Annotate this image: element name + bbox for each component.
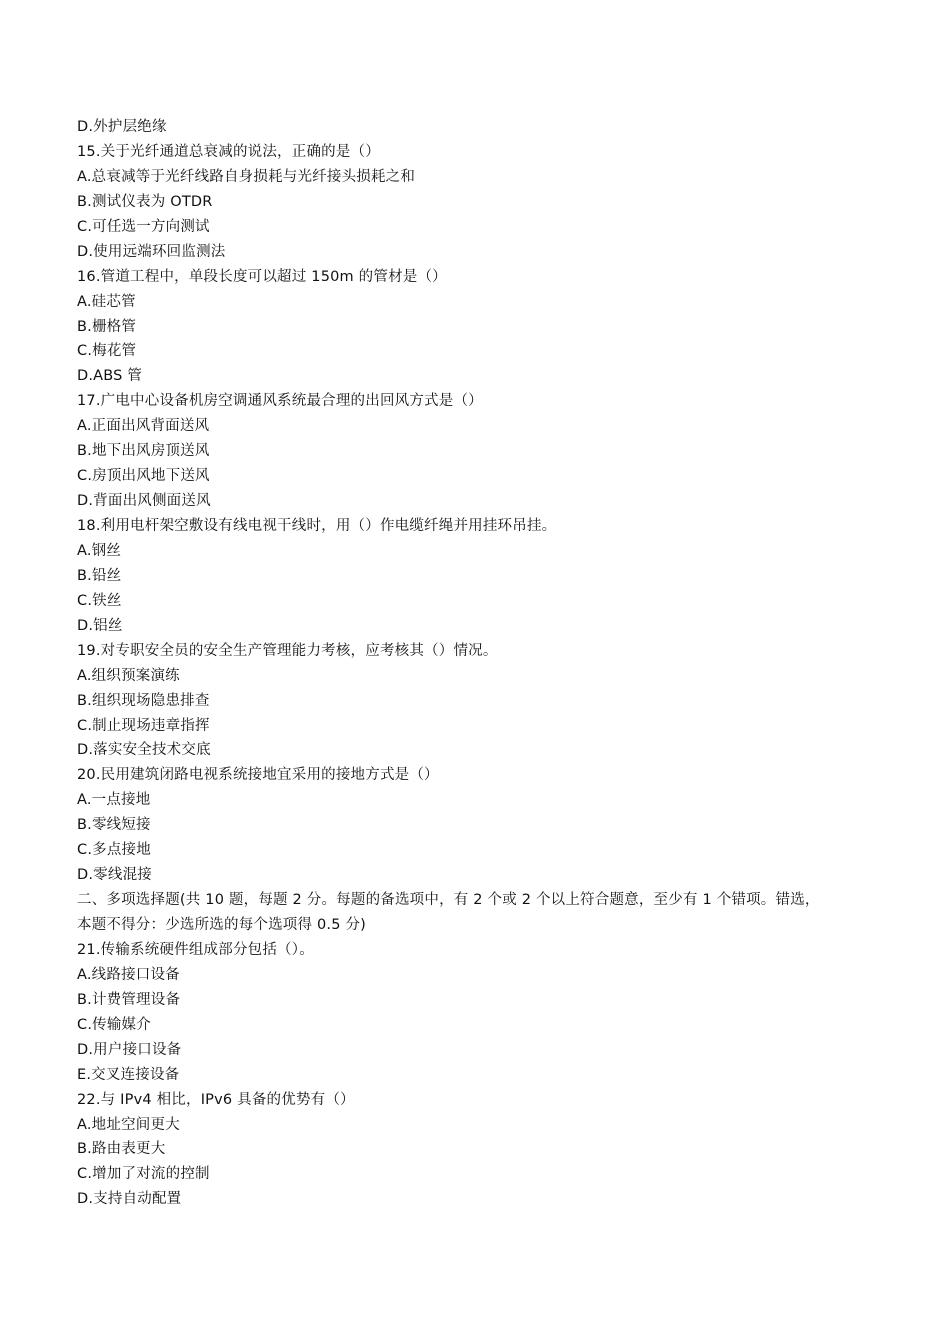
option-15-a: A.总衰减等于光纤线路自身损耗与光纤接头损耗之和 bbox=[77, 168, 416, 185]
option-16-a: A.硅芯管 bbox=[77, 293, 136, 310]
question-22: 22.与 IPv4 相比，IPv6 具备的优势有（） bbox=[77, 1091, 355, 1108]
option-19-d: D.落实安全技术交底 bbox=[77, 742, 211, 759]
option-22-d: D.支持自动配置 bbox=[77, 1191, 182, 1208]
option-21-e: E.交叉连接设备 bbox=[77, 1066, 180, 1083]
option-22-c: C.增加了对流的控制 bbox=[77, 1166, 210, 1183]
question-19: 19.对专职安全员的安全生产管理能力考核，应考核其（）情况。 bbox=[77, 642, 498, 659]
question-17: 17.广电中心设备机房空调通风系统最合理的出回风方式是（） bbox=[77, 393, 483, 410]
option-22-a: A.地址空间更大 bbox=[77, 1116, 180, 1133]
option-17-d: D.背面出风侧面送风 bbox=[77, 493, 211, 510]
option-21-b: B.计费管理设备 bbox=[77, 991, 181, 1008]
option-21-d: D.用户接口设备 bbox=[77, 1041, 182, 1058]
option-18-c: C.铁丝 bbox=[77, 592, 122, 609]
option-17-b: B.地下出风房顶送风 bbox=[77, 443, 210, 460]
option-20-a: A.一点接地 bbox=[77, 792, 151, 809]
question-18: 18.利用电杆架空敷设有线电视干线时，用（）作电缆纤绳并用挂环吊挂。 bbox=[77, 518, 557, 534]
question-15: 15.关于光纤通道总衰减的说法，正确的是（） bbox=[77, 143, 380, 160]
option-15-d: D.使用远端环回监测法 bbox=[77, 243, 226, 260]
option-18-d: D.铝丝 bbox=[77, 617, 123, 634]
section-heading-line-2: 本题不得分：少选所选的每个选项得 0.5 分) bbox=[77, 917, 367, 933]
option-16-d: D.ABS 管 bbox=[77, 368, 143, 385]
option-16-b: B.栅格管 bbox=[77, 318, 137, 335]
option-20-d: D.零线混接 bbox=[77, 867, 152, 884]
question-16: 16.管道工程中，单段长度可以超过 150m 的管材是（） bbox=[77, 268, 447, 285]
question-21: 21.传输系统硬件组成部分包括（）。 bbox=[77, 941, 314, 958]
option-21-c: C.传输媒介 bbox=[77, 1016, 151, 1033]
question-20: 20.民用建筑闭路电视系统接地宜采用的接地方式是（） bbox=[77, 767, 439, 784]
option-21-a: A.线路接口设备 bbox=[77, 966, 180, 983]
option-18-b: B.铅丝 bbox=[77, 567, 122, 584]
option-19-c: C.制止现场违章指挥 bbox=[77, 717, 210, 734]
option-22-b: B.路由表更大 bbox=[77, 1141, 166, 1158]
option-14-d: D.外护层绝缘 bbox=[77, 119, 167, 135]
option-15-c: C.可任选一方向测试 bbox=[77, 218, 210, 235]
option-16-c: C.梅花管 bbox=[77, 343, 137, 360]
option-15-b: B.测试仪表为 OTDR bbox=[77, 193, 213, 210]
option-17-c: C.房顶出风地下送风 bbox=[77, 468, 210, 485]
option-19-b: B.组织现场隐患排查 bbox=[77, 692, 210, 709]
document-page bbox=[77, 115, 889, 1212]
option-19-a: A.组织预案演练 bbox=[77, 667, 180, 684]
option-20-c: C.多点接地 bbox=[77, 842, 151, 859]
option-17-a: A.正面出风背面送风 bbox=[77, 418, 210, 435]
option-18-a: A.钢丝 bbox=[77, 542, 122, 559]
section-heading-line-1: 二、多项选择题(共 10 题，每题 2 分。每题的备选项中，有 2 个或 2 个以上符合题意，至少有 1 个错项。错选， bbox=[77, 892, 820, 909]
option-20-b: B.零线短接 bbox=[77, 817, 151, 834]
